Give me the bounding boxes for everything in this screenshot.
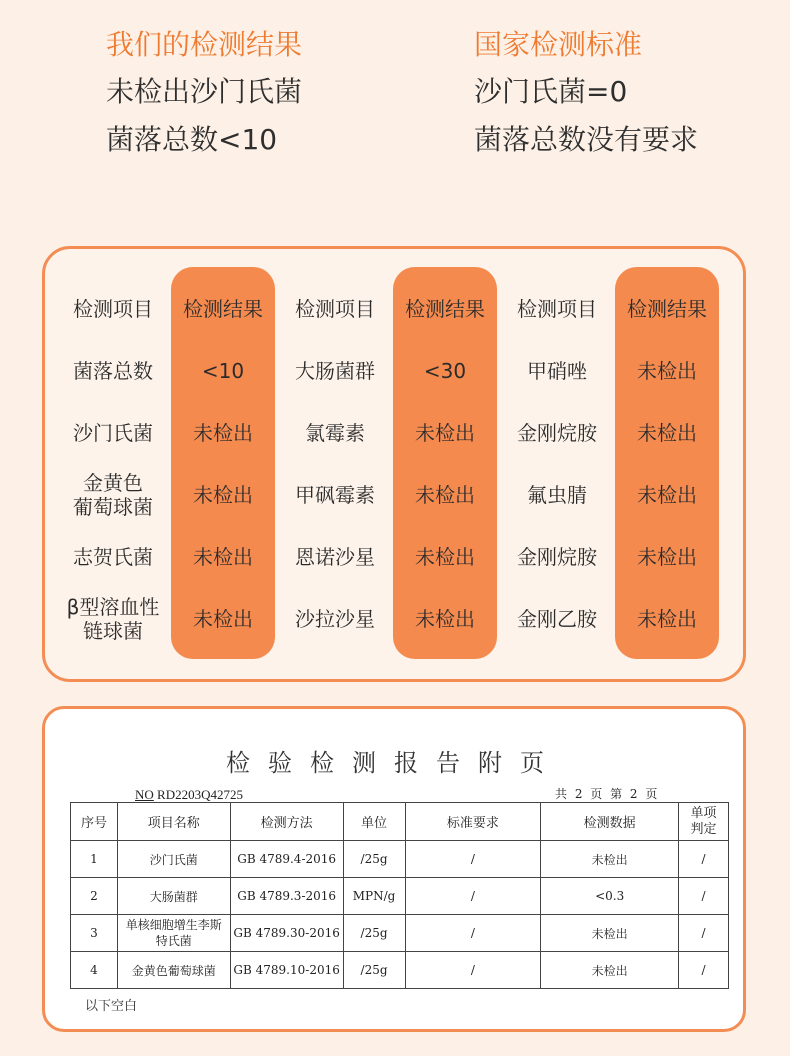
comparison-section [0,22,790,182]
col-header: 标准要求 [405,803,541,841]
col-header: 序号 [71,803,118,841]
table-cell: 1 [71,841,118,878]
col-header [679,803,729,841]
item-cell: 甲硝唑 [527,359,587,383]
col-header-line: 单项 [690,805,717,821]
our-result-line: 未检出沙门氏菌 [106,75,303,108]
table-cell: / [679,952,729,989]
table-cell: GB 4789.30-2016 [230,915,343,952]
table-cell: /25g [343,841,405,878]
item-cell: 金刚烷胺 [517,545,597,569]
table-row [71,952,729,989]
item-cell: 金刚乙胺 [517,607,597,631]
table-cell: GB 4789.3-2016 [230,878,343,915]
footer-note: 以下空白 [85,999,138,1014]
national-standard-line: 沙门氏菌=0 [474,75,628,108]
result-cell: 未检出 [193,545,253,569]
result-cell: 未检出 [637,359,697,383]
report-panel [42,706,746,1032]
table-cell [117,915,230,952]
table-row [71,841,729,878]
item-cell: 金刚烷胺 [517,421,597,445]
result-cell: 检测结果 [183,297,263,321]
table-cell: /25g [343,952,405,989]
item-cell: 氯霉素 [305,421,365,445]
table-cell: 未检出 [541,915,679,952]
item-cell: 沙拉沙星 [295,607,375,631]
table-cell: / [405,878,541,915]
item-cell-line: 链球菌 [83,619,143,643]
result-cell: 未检出 [415,483,475,507]
table-cell: / [679,841,729,878]
item-cell: 氟虫腈 [527,483,587,507]
report-number-label: NO [135,787,154,802]
result-cell: 未检出 [193,483,253,507]
table-cell: MPN/g [343,878,405,915]
result-cell: 未检出 [637,483,697,507]
col-header: 检测数据 [541,803,679,841]
table-cell: / [405,915,541,952]
national-standard-line: 菌落总数没有要求 [474,123,699,156]
table-cell: 未检出 [541,841,679,878]
item-cell [58,591,168,647]
report-number [135,787,243,803]
report-page-indicator: 共 2 页 第 2 页 [555,787,660,801]
result-cell: 未检出 [415,545,475,569]
table-cell: 2 [71,878,118,915]
table-cell-line: 特氏菌 [155,934,192,948]
report-title: 检验检测报告附页 [226,749,562,777]
col-header: 项目名称 [117,803,230,841]
result-cell: <10 [201,359,245,383]
national-standard-title: 国家检测标准 [474,28,643,61]
item-cell: 检测项目 [517,297,597,321]
our-results-title: 我们的检测结果 [106,28,303,61]
item-cell: 志贺氏菌 [73,545,153,569]
table-cell: / [405,841,541,878]
our-result-line: 菌落总数<10 [106,123,278,156]
table-cell: GB 4789.4-2016 [230,841,343,878]
result-cell: 未检出 [193,607,253,631]
table-cell: / [679,878,729,915]
our-results-column [106,22,302,164]
national-standard-column [474,22,698,164]
item-cell: 检测项目 [73,297,153,321]
col-header: 单位 [343,803,405,841]
table-cell: 4 [71,952,118,989]
table-cell: <0.3 [541,878,679,915]
report-table [70,802,729,989]
table-row [71,878,729,915]
item-cell-line: 葡萄球菌 [73,495,153,519]
item-cell: 菌落总数 [73,359,153,383]
table-cell: / [679,915,729,952]
col-header: 检测方法 [230,803,343,841]
table-cell-line: 单核细胞增生李斯 [125,918,222,932]
table-cell: / [405,952,541,989]
result-cell: 未检出 [637,607,697,631]
result-cell: 未检出 [193,421,253,445]
table-cell: 大肠菌群 [117,878,230,915]
result-cell: 未检出 [637,545,697,569]
table-row [71,915,729,952]
item-cell: 检测项目 [295,297,375,321]
result-cell: 未检出 [637,421,697,445]
item-cell: 大肠菌群 [295,359,375,383]
table-cell: 3 [71,915,118,952]
report-table-header [71,803,729,841]
results-grid-panel [42,246,746,682]
table-cell: 未检出 [541,952,679,989]
result-cell: 检测结果 [627,297,707,321]
result-cell: 检测结果 [405,297,485,321]
report-number-value: RD2203Q42725 [157,787,243,802]
item-cell: 沙门氏菌 [73,421,153,445]
table-cell: 金黄色葡萄球菌 [117,952,230,989]
item-cell: 甲砜霉素 [295,483,375,507]
col-header-line: 判定 [690,821,717,837]
table-cell: GB 4789.10-2016 [230,952,343,989]
table-cell: /25g [343,915,405,952]
item-cell-line: 金黄色 [83,471,143,495]
result-cell: <30 [423,359,467,383]
result-cell: 未检出 [415,421,475,445]
table-cell: 沙门氏菌 [117,841,230,878]
item-cell-line: β型溶血性 [66,595,160,619]
result-cell: 未检出 [415,607,475,631]
item-cell [58,467,168,523]
item-cell: 恩诺沙星 [295,545,375,569]
